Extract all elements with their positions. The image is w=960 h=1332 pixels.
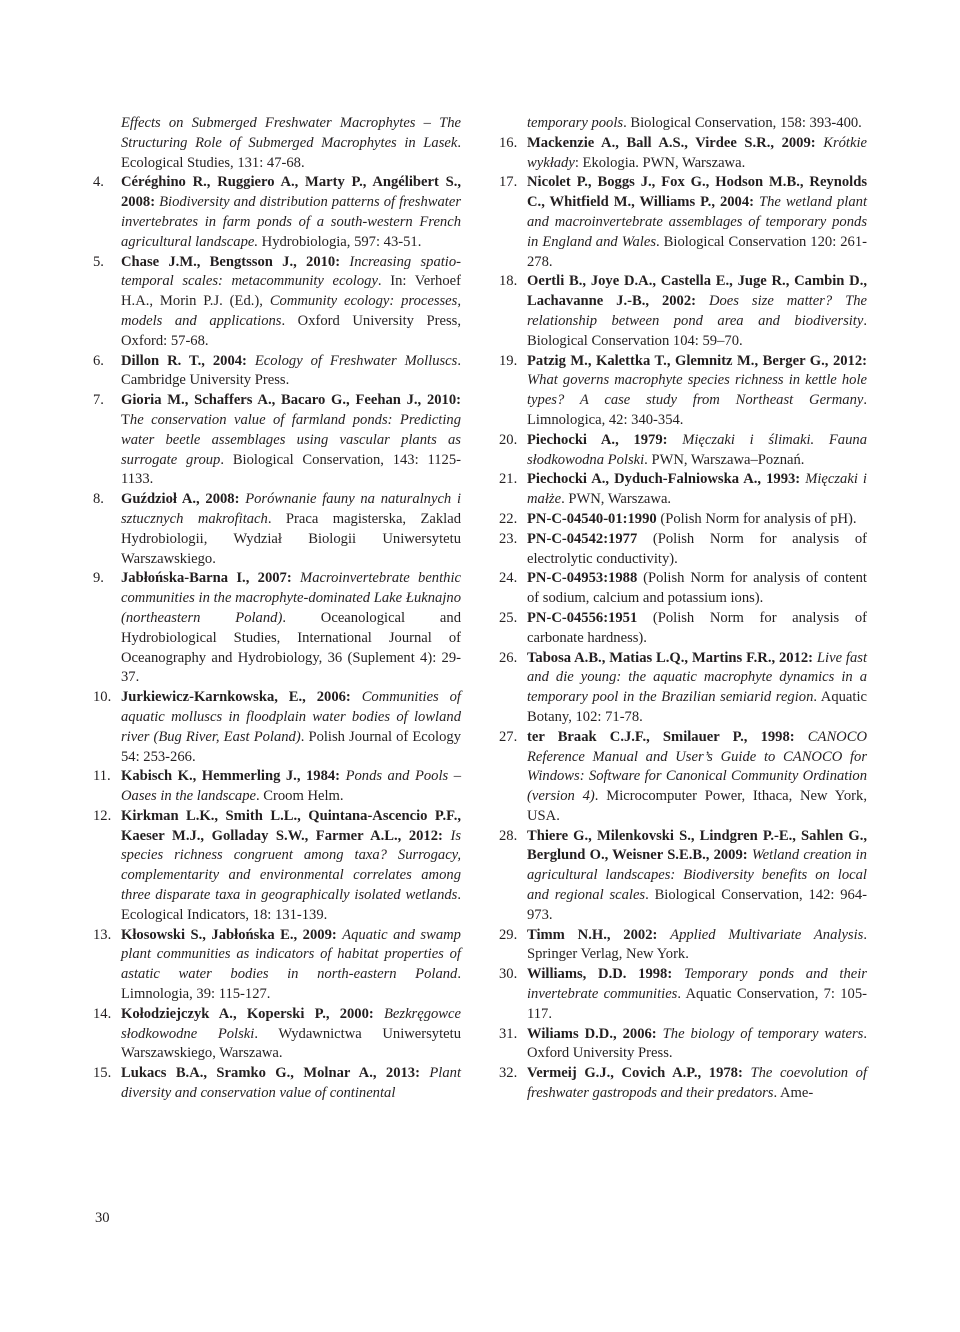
reference-number: 10.: [93, 689, 112, 706]
reference-entry: [121, 114, 461, 173]
reference-number: 27.: [499, 728, 518, 745]
reference-title: CANOCO Reference Manual and User’s Guide to CANOCO for Windows: Software for Canonical Community Ordination (version 4): [527, 728, 867, 805]
reference-title: Macroinvertebrate benthic communities in the macrophyte-dominated Lake Łuknajno (northeastern Poland): [121, 570, 461, 626]
reference-authors: Piechocki A., Dyduch-Falniowska A., 1993:: [527, 471, 806, 488]
reference-title: Is species richness congruent among taxa? Surrogacy, complementarity and environmental correlates among three disparate taxa in geographically isolated wetlands: [121, 827, 461, 904]
reference-authors: Tabosa A.B., Matias L.Q., Martins F.R., 2012:: [527, 649, 817, 666]
reference-number: 4.: [93, 174, 104, 191]
reference-title: Effects on Submerged Freshwater Macrophytes – The Structuring Role of Submerged Macrophytes in Lasek: [121, 115, 461, 151]
reference-number: 5.: [93, 253, 104, 270]
reference-entry: [499, 134, 867, 174]
reference-entry: [499, 1025, 867, 1065]
reference-authors: Chase J.M., Bengtsson J., 2010:: [121, 253, 350, 270]
reference-number: 31.: [499, 1025, 518, 1042]
reference-source: . Biological Conservation, 143: 1125-1133.: [121, 451, 461, 488]
reference-title: Ecology of Freshwater Molluscs: [254, 352, 458, 369]
reference-authors: Jurkiewicz-Karnkowska, E., 2006:: [121, 689, 362, 706]
reference-authors: Williams, D.D. 1998:: [527, 966, 684, 983]
reference-source: : Ekologia. PWN, Warszawa.: [574, 154, 746, 171]
reference-entry: [93, 173, 461, 252]
reference-source: . Ecological Studies, 131: 47-68.: [121, 134, 461, 171]
reference-source: . Biological Conservation 120: 261-278.: [527, 233, 867, 270]
reference-entry: [93, 352, 461, 392]
reference-authors: Vermeij G.J., Covich A.P., 1978:: [527, 1065, 751, 1082]
reference-title: Ponds and Pools – Oases in the landscape: [121, 768, 462, 805]
reference-number: 19.: [499, 352, 518, 369]
reference-authors: PN-C-04953:1988: [527, 570, 644, 587]
reference-source: (Polish Norm for analysis of pH).: [660, 510, 857, 527]
reference-source: (Polish Norm for analysis of carbonate hardness).: [527, 609, 867, 646]
reference-authors: PN-C-04556:1951: [527, 609, 653, 626]
reference-title: The biology of temporary waters: [662, 1025, 864, 1042]
reference-entry: [93, 767, 462, 807]
reference-source: . PWN, Warszawa–Poznań.: [644, 451, 805, 468]
reference-entry: [499, 352, 867, 431]
reference-number: 30.: [499, 966, 518, 983]
reference-entry: [93, 569, 461, 688]
reference-number: 14.: [93, 1005, 112, 1022]
reference-entry: [93, 490, 462, 569]
reference-title: Community ecology: processes, models and applications: [121, 293, 461, 329]
reference-number: 9.: [93, 570, 104, 587]
reference-entry: [499, 569, 867, 609]
reference-authors: Céréghino R., Ruggiero A., Marty P., Angélibert S., 2008:: [121, 174, 461, 211]
reference-title: What governs macrophyte species richness in kettle hole types? A case study from Northeast Germany: [527, 372, 867, 409]
reference-source: . Polish Journal of Ecology 54: 253-266.: [121, 728, 461, 765]
reference-source: T: [121, 411, 130, 428]
reference-entry: [499, 827, 867, 926]
reference-authors: Guździoł A., 2008:: [121, 491, 246, 508]
reference-source: . Limnologica, 42: 340-354.: [527, 392, 867, 428]
reference-authors: Oertli B., Joye D.A., Castella E., Juge R., Cambin D., Lachavanne J.-B., 2002:: [527, 273, 867, 310]
reference-entry: [499, 649, 867, 728]
reference-entry: [93, 1005, 461, 1064]
reference-authors: Dillon R. T., 2004:: [121, 352, 255, 369]
reference-source: . Oxford University Press.: [527, 1025, 867, 1062]
reference-source: . Biological Conservation 104: 59–70.: [527, 312, 867, 349]
reference-entry: [499, 728, 867, 827]
reference-title: Porównanie fauny na naturalnych i sztucznych makrofitach: [121, 491, 461, 527]
reference-entry: [93, 391, 461, 490]
page-number: 30: [95, 1210, 110, 1226]
reference-number: 20.: [499, 431, 518, 448]
reference-source: . In: Verhoef H.A., Morin P.J. (Ed.),: [121, 273, 461, 310]
reference-entry: [527, 114, 867, 134]
reference-title: Does size matter? The relationship between pond area and biodiversity: [527, 293, 867, 329]
reference-title: Increasing spatio-temporal scales: metacommunity ecology: [121, 253, 462, 290]
reference-authors: Kabisch K., Hemmerling J., 1984:: [121, 768, 346, 785]
reference-entry: [93, 1064, 461, 1104]
reference-source: Hydrobiologia, 597: 43-51.: [258, 233, 422, 250]
reference-source: . Croom Helm.: [255, 788, 344, 805]
reference-source: . Cambridge University Press.: [121, 352, 461, 389]
reference-number: 23.: [499, 530, 518, 547]
reference-title: Live fast and die young: the aquatic macrophyte dynamics in a temporary pool in the Brazilian semiarid region: [527, 649, 867, 706]
reference-source: (Polish Norm for analysis of content of sodium, calcium and potassium ions).: [527, 570, 867, 607]
reference-number: 16.: [499, 134, 518, 151]
reference-title: Krótkie wykłady: [527, 134, 867, 171]
reference-number: 7.: [93, 392, 104, 409]
reference-title: Temporary ponds and their invertebrate communities: [527, 966, 867, 1003]
reference-number: 29.: [499, 926, 518, 943]
reference-authors: Mackenzie A., Ball A.S., Virdee S.R., 2009:: [527, 134, 824, 151]
reference-source: . Ame-: [773, 1085, 814, 1102]
reference-source: . Praca magisterska, Zaklad Hydrobiologii, Wydział Biologii Uniwersytetu Warszawskiego.: [121, 510, 462, 567]
reference-number: 28.: [499, 827, 518, 844]
reference-source: . Oceanological and Hydrobiological Studies, International Journal of Oceanography and Hydrobiology, 36 (Suplement 4): 29-37.: [121, 609, 461, 686]
reference-authors: Thiere G., Milenkovski S., Lindgren P.-E., Sahlen G., Berglund O., Weisner S.E.B., 2009:: [527, 827, 867, 864]
reference-title: Aquatic and swamp plant communities as indicators of habitat properties of astatic water bodies in north-eastern Poland: [121, 926, 461, 983]
reference-entry: [499, 965, 867, 1024]
reference-title: The coevolution of freshwater gastropods and their predators: [527, 1065, 868, 1102]
reference-entry: [499, 609, 867, 649]
reference-title: temporary pools: [527, 115, 624, 131]
reference-entry: [499, 530, 867, 570]
reference-title: Applied Multivariate Analysis: [670, 926, 864, 943]
reference-title: Biodiversity and distribution patterns of freshwater invertebrates in farm ponds of a south-western French agricultural landscape.: [121, 194, 461, 250]
reference-authors: Wiliams D.D., 2006:: [527, 1025, 663, 1042]
reference-authors: Piechocki A., 1979:: [527, 431, 683, 448]
reference-title: The wetland plant and macroinvertebrate assemblages of temporary ponds in England and Wales: [527, 194, 868, 250]
reference-title: Mięczaki i małże: [527, 471, 867, 508]
reference-authors: Kłosowski S., Jabłońska E., 2009:: [121, 926, 343, 943]
reference-authors: Lukacs B.A., Sramko G., Molnar A., 2013:: [121, 1065, 430, 1082]
reference-number: 32.: [499, 1065, 518, 1082]
reference-authors: Jabłońska-Barna I., 2007:: [121, 570, 301, 587]
reference-number: 21.: [499, 471, 518, 488]
reference-authors: Patzig M., Kalettka T., Glemnitz M., Berger G., 2012:: [527, 352, 867, 369]
reference-source: . Springer Verlag, New York.: [527, 926, 867, 963]
reference-source: . Aquatic Conservation, 7: 105-117.: [527, 986, 867, 1022]
reference-entry: [93, 253, 462, 352]
reference-authors: Nicolet P., Boggs J., Fox G., Hodson M.B., Reynolds C., Whitfield M., Williams P., 2004:: [527, 174, 867, 211]
reference-number: 11.: [93, 768, 111, 785]
reference-number: 24.: [499, 570, 518, 587]
references-left-column: [93, 114, 462, 1104]
reference-source: . PWN, Warszawa.: [561, 491, 672, 508]
reference-number: 15.: [93, 1065, 112, 1082]
reference-authors: Kołodziejczyk A., Koperski P., 2000:: [121, 1005, 384, 1022]
reference-number: 25.: [499, 609, 518, 626]
reference-entry: [499, 431, 867, 471]
reference-entry: [499, 1064, 868, 1104]
reference-source: . Ecological Indicators, 18: 131-139.: [121, 887, 461, 923]
reference-title: Mięczaki i ślimaki. Fauna słodkowodna Polski: [527, 431, 867, 468]
reference-entry: [93, 807, 461, 926]
reference-authors: ter Braak C.J.F., Smilauer P., 1998:: [527, 728, 808, 745]
reference-number: 17.: [499, 174, 518, 191]
reference-entry: [93, 926, 461, 1005]
reference-entry: [499, 173, 868, 272]
reference-source: . Wydawnictwa Uniwersytetu Warszawskiego, Warszawa.: [121, 1025, 461, 1062]
reference-authors: PN-C-04540-01:1990: [527, 510, 661, 527]
reference-entry: [499, 926, 867, 966]
reference-number: 18.: [499, 273, 518, 290]
reference-number: 13.: [93, 926, 112, 943]
reference-number: 8.: [93, 491, 104, 508]
reference-number: 22.: [499, 510, 518, 527]
reference-title: Wetland creation in agricultural landscapes: Biodiversity benefits on local and regional scales: [527, 847, 867, 904]
reference-source: (Polish Norm for analysis of electrolytic conductivity).: [527, 530, 867, 567]
reference-source: . Aquatic Botany, 102: 71-78.: [527, 689, 867, 725]
reference-entry: [499, 272, 867, 351]
reference-source: . Biological Conservation, 158: 393-400.: [623, 115, 862, 131]
reference-number: 26.: [499, 649, 518, 666]
reference-authors: Timm N.H., 2002:: [527, 926, 671, 943]
references-right-column: [499, 114, 868, 1104]
reference-authors: PN-C-04542:1977: [527, 530, 653, 547]
reference-source: . Oxford University Press, Oxford: 57-68.: [121, 312, 461, 349]
reference-entry: [499, 470, 867, 510]
reference-title: Plant diversity and conservation value of continental: [121, 1065, 461, 1102]
reference-authors: Kirkman L.K., Smith L.L., Quintana-Ascencio P.F., Kaeser M.J., Golladay S.W., Farmer A.L., 2012:: [121, 807, 461, 844]
reference-entry: [93, 688, 461, 767]
reference-source: . Microcomputer Power, Ithaca, New York, USA.: [527, 788, 867, 824]
reference-title: he conservation value of farmland ponds: Predicting water beetle assemblages using vascular plants as surrogate group: [121, 411, 461, 468]
reference-authors: Gioria M., Schaffers A., Bacaro G., Feehan J., 2010:: [121, 392, 461, 409]
reference-title: Bezkręgowce słodkowodne Polski: [121, 1005, 461, 1042]
reference-number: 6.: [93, 352, 104, 369]
reference-title: Communities of aquatic molluscs in floodplain water bodies of lowland river (Bug River, East Poland): [121, 689, 461, 745]
reference-source: . Biological Conservation, 142: 964-973.: [527, 887, 867, 923]
reference-number: 12.: [93, 807, 112, 824]
reference-entry: [499, 510, 867, 530]
reference-source: . Limnologia, 39: 115-127.: [121, 966, 461, 1003]
